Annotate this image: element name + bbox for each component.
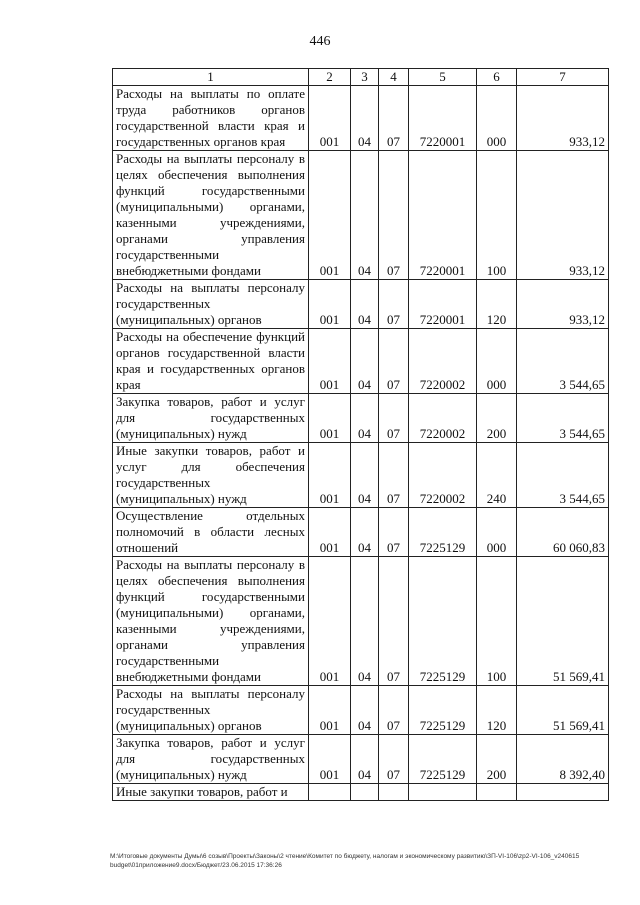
row-amount: 3 544,65 xyxy=(517,443,609,508)
row-code-6: 100 xyxy=(477,557,517,686)
row-code-6: 120 xyxy=(477,280,517,329)
row-code-5: 7225129 xyxy=(409,686,477,735)
row-code-5: 7220002 xyxy=(409,443,477,508)
row-name: Закупка товаров, работ и услуг для государственных (муниципальных) нужд xyxy=(113,394,309,443)
row-code-5 xyxy=(409,784,477,801)
col-header-1: 1 xyxy=(113,69,309,86)
col-header-7: 7 xyxy=(517,69,609,86)
row-code-6: 100 xyxy=(477,151,517,280)
row-code-5: 7220002 xyxy=(409,329,477,394)
row-name: Иные закупки товаров, работ и xyxy=(113,784,309,801)
row-code-6 xyxy=(477,784,517,801)
row-code-4: 07 xyxy=(379,735,409,784)
row-code-5: 7225129 xyxy=(409,557,477,686)
row-code-3: 04 xyxy=(351,280,379,329)
row-amount: 933,12 xyxy=(517,280,609,329)
row-code-2: 001 xyxy=(309,508,351,557)
col-header-6: 6 xyxy=(477,69,517,86)
file-path-footer: M:\Итоговые документы Думы\6 созыв\Проекты\Законы\2 чтение\Комитет по бюджету, налогам и экономическому развитию\ЗП-VI-106\zp2-VI-106_v240615 budget\01приложение9.docx/Бюджет/23.06.2015 17:36:26 xyxy=(110,853,580,869)
row-code-2: 001 xyxy=(309,735,351,784)
row-code-3: 04 xyxy=(351,329,379,394)
row-code-4: 07 xyxy=(379,280,409,329)
row-code-6: 200 xyxy=(477,735,517,784)
row-amount: 3 544,65 xyxy=(517,329,609,394)
row-code-3: 04 xyxy=(351,151,379,280)
table-header-row xyxy=(113,69,609,86)
row-code-5: 7220001 xyxy=(409,86,477,151)
row-amount: 3 544,65 xyxy=(517,394,609,443)
row-code-5: 7220001 xyxy=(409,280,477,329)
row-code-6: 000 xyxy=(477,329,517,394)
row-code-4: 07 xyxy=(379,686,409,735)
row-code-2: 001 xyxy=(309,280,351,329)
table-row xyxy=(113,394,609,443)
row-code-2: 001 xyxy=(309,443,351,508)
table-row xyxy=(113,735,609,784)
page-number: 446 xyxy=(309,34,331,49)
row-code-4: 07 xyxy=(379,443,409,508)
row-code-3: 04 xyxy=(351,557,379,686)
row-amount: 933,12 xyxy=(517,151,609,280)
row-name: Расходы на выплаты персоналу в целях обеспечения выполнения функций государственными (муниципальными) органами, казенными учреждениями, органами управления государственными внебюджетными фондами xyxy=(113,557,309,686)
row-name: Расходы на выплаты персоналу государственных (муниципальных) органов xyxy=(113,686,309,735)
row-code-5: 7225129 xyxy=(409,735,477,784)
row-code-6: 120 xyxy=(477,686,517,735)
table-row xyxy=(113,557,609,686)
row-amount: 51 569,41 xyxy=(517,557,609,686)
row-name: Закупка товаров, работ и услуг для государственных (муниципальных) нужд xyxy=(113,735,309,784)
row-code-4: 07 xyxy=(379,557,409,686)
row-code-2: 001 xyxy=(309,151,351,280)
row-code-3: 04 xyxy=(351,86,379,151)
table-row xyxy=(113,784,609,801)
row-code-2: 001 xyxy=(309,86,351,151)
row-amount: 933,12 xyxy=(517,86,609,151)
table-row xyxy=(113,151,609,280)
table-row xyxy=(113,686,609,735)
row-code-6: 000 xyxy=(477,508,517,557)
row-code-2: 001 xyxy=(309,394,351,443)
row-code-4: 07 xyxy=(379,394,409,443)
row-code-3: 04 xyxy=(351,686,379,735)
row-code-2 xyxy=(309,784,351,801)
row-code-3 xyxy=(351,784,379,801)
table-row xyxy=(113,329,609,394)
row-amount xyxy=(517,784,609,801)
row-code-2: 001 xyxy=(309,329,351,394)
row-code-5: 7225129 xyxy=(409,508,477,557)
row-code-6: 200 xyxy=(477,394,517,443)
row-name: Расходы на обеспечение функций органов государственной власти края и государственных органов края xyxy=(113,329,309,394)
row-name: Расходы на выплаты по оплате труда работников органов государственной власти края и государственных органов края xyxy=(113,86,309,151)
budget-table xyxy=(112,68,609,801)
row-code-4 xyxy=(379,784,409,801)
row-name: Осуществление отдельных полномочий в области лесных отношений xyxy=(113,508,309,557)
row-amount: 8 392,40 xyxy=(517,735,609,784)
col-header-5: 5 xyxy=(409,69,477,86)
col-header-3: 3 xyxy=(351,69,379,86)
row-name: Расходы на выплаты персоналу государственных (муниципальных) органов xyxy=(113,280,309,329)
row-code-2: 001 xyxy=(309,557,351,686)
row-amount: 60 060,83 xyxy=(517,508,609,557)
row-code-6: 240 xyxy=(477,443,517,508)
row-code-5: 7220001 xyxy=(409,151,477,280)
col-header-4: 4 xyxy=(379,69,409,86)
row-code-4: 07 xyxy=(379,86,409,151)
table-row xyxy=(113,508,609,557)
row-code-4: 07 xyxy=(379,329,409,394)
row-amount: 51 569,41 xyxy=(517,686,609,735)
table-row xyxy=(113,86,609,151)
row-code-3: 04 xyxy=(351,394,379,443)
row-code-6: 000 xyxy=(477,86,517,151)
row-code-3: 04 xyxy=(351,443,379,508)
row-code-3: 04 xyxy=(351,735,379,784)
row-code-5: 7220002 xyxy=(409,394,477,443)
table-row xyxy=(113,443,609,508)
col-header-2: 2 xyxy=(309,69,351,86)
table-row xyxy=(113,280,609,329)
row-code-3: 04 xyxy=(351,508,379,557)
row-name: Расходы на выплаты персоналу в целях обеспечения выполнения функций государственными (муниципальными) органами, казенными учреждениями, органами управления государственными внебюджетными фондами xyxy=(113,151,309,280)
row-name: Иные закупки товаров, работ и услуг для обеспечения государственных (муниципальных) нужд xyxy=(113,443,309,508)
row-code-2: 001 xyxy=(309,686,351,735)
row-code-4: 07 xyxy=(379,151,409,280)
row-code-4: 07 xyxy=(379,508,409,557)
